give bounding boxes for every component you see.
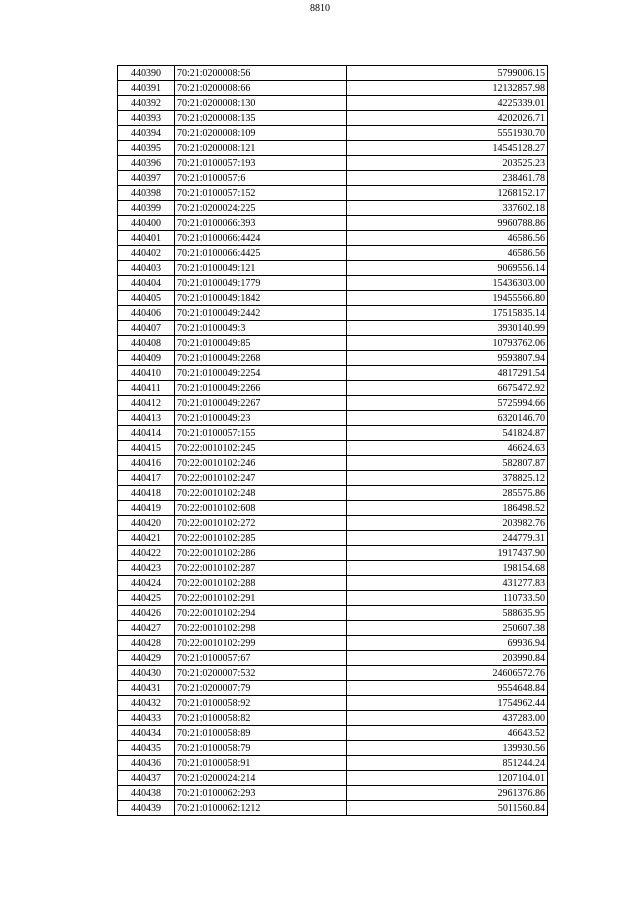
cadastral-value-cell: 5725994.66 — [347, 396, 548, 411]
page-number: 8810 — [310, 3, 330, 14]
cadastral-number-cell: 70:21:0200008:135 — [175, 111, 347, 126]
cadastral-number-cell: 70:21:0100058:79 — [175, 741, 347, 756]
cadastral-value-cell: 4202026.71 — [347, 111, 548, 126]
table-row — [118, 426, 548, 441]
row-id-cell: 440396 — [118, 156, 175, 171]
table-row — [118, 111, 548, 126]
cadastral-number-cell: 70:21:0100049:2254 — [175, 366, 347, 381]
table-body — [118, 66, 548, 816]
cadastral-number-cell: 70:21:0200007:532 — [175, 666, 347, 681]
table-row — [118, 681, 548, 696]
row-id-cell: 440414 — [118, 426, 175, 441]
row-id-cell: 440432 — [118, 696, 175, 711]
cadastral-value-cell: 46643.52 — [347, 726, 548, 741]
row-id-cell: 440398 — [118, 186, 175, 201]
cadastral-value-cell: 186498.52 — [347, 501, 548, 516]
cadastral-number-cell: 70:21:0100057:193 — [175, 156, 347, 171]
cadastral-value-cell: 139930.56 — [347, 741, 548, 756]
cadastral-value-cell: 9554648.84 — [347, 681, 548, 696]
cadastral-number-cell: 70:21:0100049:2442 — [175, 306, 347, 321]
table-row — [118, 786, 548, 801]
row-id-cell: 440418 — [118, 486, 175, 501]
cadastral-number-cell: 70:21:0100049:2266 — [175, 381, 347, 396]
cadastral-value-cell: 238461.78 — [347, 171, 548, 186]
table-row — [118, 381, 548, 396]
cadastral-value-cell: 588635.95 — [347, 606, 548, 621]
row-id-cell: 440423 — [118, 561, 175, 576]
cadastral-number-cell: 70:21:0200008:109 — [175, 126, 347, 141]
cadastral-number-cell: 70:22:0010102:291 — [175, 591, 347, 606]
row-id-cell: 440420 — [118, 516, 175, 531]
table-row — [118, 636, 548, 651]
cadastral-number-cell: 70:22:0010102:288 — [175, 576, 347, 591]
cadastral-value-cell: 17515835.14 — [347, 306, 548, 321]
cadastral-value-cell: 9960788.86 — [347, 216, 548, 231]
cadastral-number-cell: 70:22:0010102:287 — [175, 561, 347, 576]
cadastral-number-cell: 70:21:0100049:2268 — [175, 351, 347, 366]
cadastral-number-cell: 70:21:0100058:91 — [175, 756, 347, 771]
cadastral-number-cell: 70:22:0010102:246 — [175, 456, 347, 471]
table-row — [118, 96, 548, 111]
cadastral-number-cell: 70:21:0200024:214 — [175, 771, 347, 786]
table-row — [118, 276, 548, 291]
cadastral-value-cell: 4817291.54 — [347, 366, 548, 381]
cadastral-number-cell: 70:21:0100057:6 — [175, 171, 347, 186]
table-row — [118, 201, 548, 216]
cadastral-number-cell: 70:21:0100066:393 — [175, 216, 347, 231]
row-id-cell: 440397 — [118, 171, 175, 186]
row-id-cell: 440401 — [118, 231, 175, 246]
cadastral-number-cell: 70:21:0100057:152 — [175, 186, 347, 201]
cadastral-value-cell: 46586.56 — [347, 231, 548, 246]
table-row — [118, 501, 548, 516]
cadastral-number-cell: 70:21:0100058:82 — [175, 711, 347, 726]
cadastral-value-cell: 10793762.06 — [347, 336, 548, 351]
cadastral-number-cell: 70:21:0200007:79 — [175, 681, 347, 696]
cadastral-number-cell: 70:21:0100062:1212 — [175, 801, 347, 816]
cadastral-number-cell: 70:21:0100066:4425 — [175, 246, 347, 261]
cadastral-value-cell: 14545128.27 — [347, 141, 548, 156]
cadastral-number-cell: 70:21:0100057:155 — [175, 426, 347, 441]
table-row — [118, 516, 548, 531]
table-row — [118, 621, 548, 636]
cadastral-number-cell: 70:22:0010102:247 — [175, 471, 347, 486]
table-row — [118, 741, 548, 756]
cadastral-number-cell: 70:22:0010102:272 — [175, 516, 347, 531]
cadastral-value-cell: 285575.86 — [347, 486, 548, 501]
cadastral-value-cell: 378825.12 — [347, 471, 548, 486]
cadastral-number-cell: 70:21:0200008:56 — [175, 66, 347, 81]
cadastral-value-cell: 4225339.01 — [347, 96, 548, 111]
cadastral-value-cell: 582807.87 — [347, 456, 548, 471]
cadastral-value-cell: 9069556.14 — [347, 261, 548, 276]
cadastral-value-cell: 46586.56 — [347, 246, 548, 261]
cadastral-number-cell: 70:21:0100049:1779 — [175, 276, 347, 291]
table-row — [118, 441, 548, 456]
row-id-cell: 440428 — [118, 636, 175, 651]
cadastral-number-cell: 70:21:0100058:92 — [175, 696, 347, 711]
row-id-cell: 440402 — [118, 246, 175, 261]
row-id-cell: 440408 — [118, 336, 175, 351]
cadastral-value-cell: 2961376.86 — [347, 786, 548, 801]
row-id-cell: 440400 — [118, 216, 175, 231]
table-row — [118, 291, 548, 306]
cadastral-value-cell: 431277.83 — [347, 576, 548, 591]
table-row — [118, 651, 548, 666]
row-id-cell: 440409 — [118, 351, 175, 366]
cadastral-number-cell: 70:22:0010102:608 — [175, 501, 347, 516]
cadastral-value-cell: 203990.84 — [347, 651, 548, 666]
cadastral-value-cell: 6320146.70 — [347, 411, 548, 426]
cadastral-value-cell: 12132857.98 — [347, 81, 548, 96]
cadastral-number-cell: 70:21:0100058:89 — [175, 726, 347, 741]
table-row — [118, 696, 548, 711]
row-id-cell: 440410 — [118, 366, 175, 381]
row-id-cell: 440435 — [118, 741, 175, 756]
table-row — [118, 306, 548, 321]
row-id-cell: 440431 — [118, 681, 175, 696]
row-id-cell: 440436 — [118, 756, 175, 771]
row-id-cell: 440411 — [118, 381, 175, 396]
cadastral-number-cell: 70:21:0200008:130 — [175, 96, 347, 111]
row-id-cell: 440413 — [118, 411, 175, 426]
cadastral-number-cell: 70:21:0100049:2267 — [175, 396, 347, 411]
table-row — [118, 261, 548, 276]
cadastral-value-cell: 69936.94 — [347, 636, 548, 651]
cadastral-number-cell: 70:21:0100057:67 — [175, 651, 347, 666]
row-id-cell: 440415 — [118, 441, 175, 456]
cadastral-value-cell: 1754962.44 — [347, 696, 548, 711]
table-row — [118, 81, 548, 96]
cadastral-number-cell: 70:21:0100049:121 — [175, 261, 347, 276]
table-row — [118, 141, 548, 156]
row-id-cell: 440433 — [118, 711, 175, 726]
cadastral-value-cell: 337602.18 — [347, 201, 548, 216]
row-id-cell: 440404 — [118, 276, 175, 291]
table-row — [118, 771, 548, 786]
table-row — [118, 321, 548, 336]
table-row — [118, 351, 548, 366]
table-row — [118, 666, 548, 681]
row-id-cell: 440390 — [118, 66, 175, 81]
row-id-cell: 440395 — [118, 141, 175, 156]
row-id-cell: 440425 — [118, 591, 175, 606]
cadastral-value-cell: 203525.23 — [347, 156, 548, 171]
row-id-cell: 440439 — [118, 801, 175, 816]
row-id-cell: 440392 — [118, 96, 175, 111]
table-row — [118, 456, 548, 471]
table-row — [118, 216, 548, 231]
cadastral-number-cell: 70:21:0200008:121 — [175, 141, 347, 156]
cadastral-number-cell: 70:21:0200008:66 — [175, 81, 347, 96]
cadastral-number-cell: 70:21:0200024:225 — [175, 201, 347, 216]
row-id-cell: 440412 — [118, 396, 175, 411]
row-id-cell: 440430 — [118, 666, 175, 681]
table-row — [118, 576, 548, 591]
table-row — [118, 471, 548, 486]
row-id-cell: 440416 — [118, 456, 175, 471]
table-row — [118, 561, 548, 576]
row-id-cell: 440406 — [118, 306, 175, 321]
row-id-cell: 440434 — [118, 726, 175, 741]
row-id-cell: 440421 — [118, 531, 175, 546]
cadastral-number-cell: 70:21:0100049:3 — [175, 321, 347, 336]
cadastral-value-cell: 19455566.80 — [347, 291, 548, 306]
table-row — [118, 606, 548, 621]
cadastral-number-cell: 70:22:0010102:245 — [175, 441, 347, 456]
cadastral-value-cell: 110733.50 — [347, 591, 548, 606]
table-row — [118, 186, 548, 201]
table-row — [118, 486, 548, 501]
cadastral-value-cell: 5011560.84 — [347, 801, 548, 816]
cadastral-number-cell: 70:21:0100049:85 — [175, 336, 347, 351]
cadastral-value-cell: 250607.38 — [347, 621, 548, 636]
table-row — [118, 396, 548, 411]
cadastral-value-cell: 437283.00 — [347, 711, 548, 726]
row-id-cell: 440391 — [118, 81, 175, 96]
cadastral-value-cell: 5799006.15 — [347, 66, 548, 81]
cadastral-value-cell: 24606572.76 — [347, 666, 548, 681]
table-row — [118, 171, 548, 186]
row-id-cell: 440417 — [118, 471, 175, 486]
cadastral-value-cell: 6675472.92 — [347, 381, 548, 396]
table-row — [118, 726, 548, 741]
row-id-cell: 440426 — [118, 606, 175, 621]
cadastral-value-cell: 9593807.94 — [347, 351, 548, 366]
cadastral-value-cell: 1917437.90 — [347, 546, 548, 561]
cadastral-number-cell: 70:22:0010102:285 — [175, 531, 347, 546]
cadastral-number-cell: 70:21:0100066:4424 — [175, 231, 347, 246]
table-row — [118, 411, 548, 426]
row-id-cell: 440399 — [118, 201, 175, 216]
cadastral-value-cell: 244779.31 — [347, 531, 548, 546]
row-id-cell: 440419 — [118, 501, 175, 516]
table-row — [118, 246, 548, 261]
row-id-cell: 440405 — [118, 291, 175, 306]
row-id-cell: 440394 — [118, 126, 175, 141]
cadastral-number-cell: 70:21:0100049:23 — [175, 411, 347, 426]
cadastral-value-table — [117, 65, 548, 816]
row-id-cell: 440403 — [118, 261, 175, 276]
table-row — [118, 126, 548, 141]
cadastral-number-cell: 70:22:0010102:294 — [175, 606, 347, 621]
table-row — [118, 156, 548, 171]
row-id-cell: 440407 — [118, 321, 175, 336]
cadastral-value-cell: 851244.24 — [347, 756, 548, 771]
table-row — [118, 546, 548, 561]
row-id-cell: 440438 — [118, 786, 175, 801]
row-id-cell: 440429 — [118, 651, 175, 666]
cadastral-number-cell: 70:22:0010102:286 — [175, 546, 347, 561]
table-row — [118, 336, 548, 351]
row-id-cell: 440437 — [118, 771, 175, 786]
cadastral-number-cell: 70:22:0010102:248 — [175, 486, 347, 501]
row-id-cell: 440422 — [118, 546, 175, 561]
cadastral-value-cell: 1207104.01 — [347, 771, 548, 786]
cadastral-number-cell: 70:22:0010102:298 — [175, 621, 347, 636]
cadastral-number-cell: 70:21:0100049:1842 — [175, 291, 347, 306]
row-id-cell: 440427 — [118, 621, 175, 636]
cadastral-number-cell: 70:21:0100062:293 — [175, 786, 347, 801]
table-row — [118, 711, 548, 726]
table-row — [118, 531, 548, 546]
row-id-cell: 440393 — [118, 111, 175, 126]
cadastral-value-cell: 46624.63 — [347, 441, 548, 456]
table-row — [118, 231, 548, 246]
cadastral-value-cell: 198154.68 — [347, 561, 548, 576]
row-id-cell: 440424 — [118, 576, 175, 591]
table-row — [118, 366, 548, 381]
cadastral-value-cell: 5551930.70 — [347, 126, 548, 141]
cadastral-value-cell: 541824.87 — [347, 426, 548, 441]
table-row — [118, 801, 548, 816]
table-row — [118, 756, 548, 771]
table-row — [118, 591, 548, 606]
cadastral-value-cell: 3930140.99 — [347, 321, 548, 336]
cadastral-value-cell: 203982.76 — [347, 516, 548, 531]
cadastral-number-cell: 70:22:0010102:299 — [175, 636, 347, 651]
table-row — [118, 66, 548, 81]
cadastral-value-cell: 15436303.00 — [347, 276, 548, 291]
cadastral-value-cell: 1268152.17 — [347, 186, 548, 201]
